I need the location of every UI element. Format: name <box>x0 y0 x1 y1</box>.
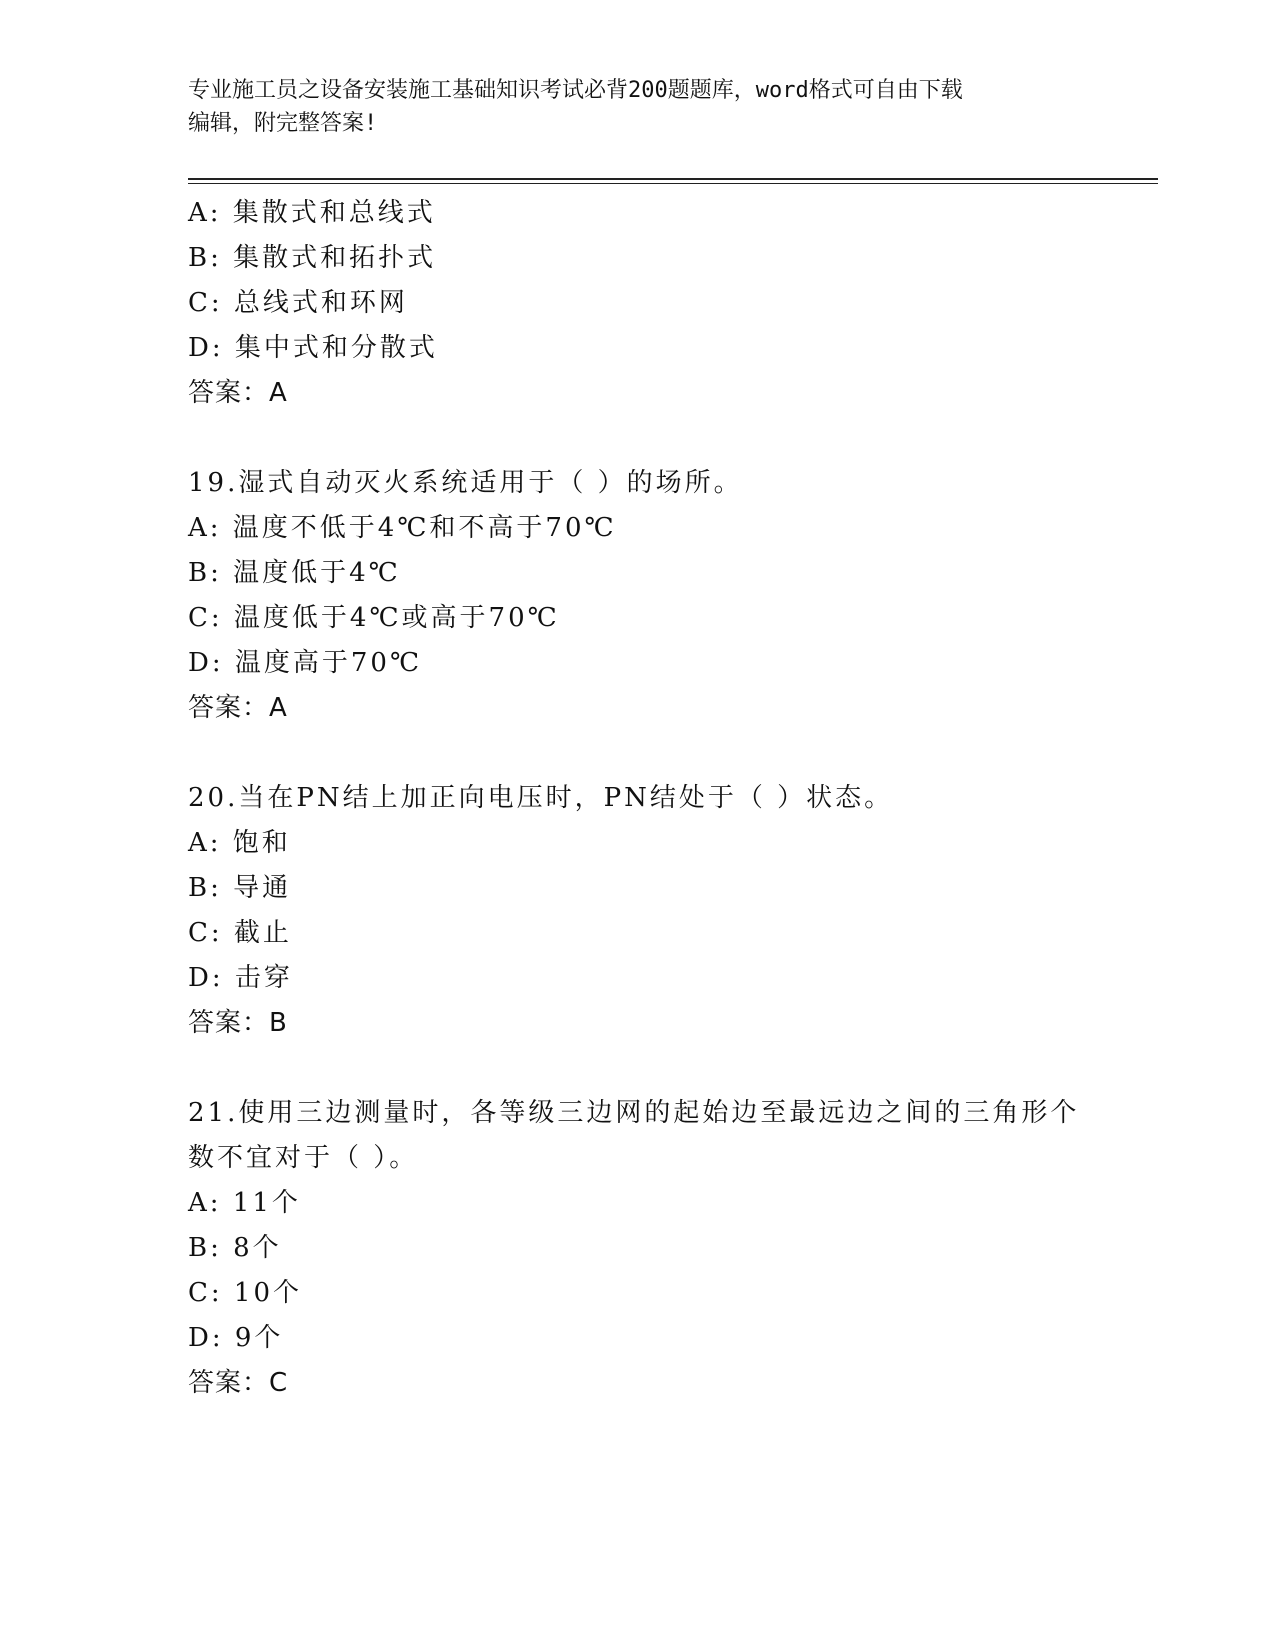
q21-option-a: A: 11个 <box>188 1188 301 1218</box>
header-line-2: 编辑，附完整答案! <box>188 111 378 136</box>
q20-option-c: C: 截止 <box>188 918 292 948</box>
q21-option-c: C: 10个 <box>188 1278 303 1308</box>
q21-stem-line-2: 数不宜对于（ ）。 <box>188 1143 419 1173</box>
q18-option-b: B: 集散式和拓扑式 <box>188 243 437 273</box>
header-line-1: 专业施工员之设备安装施工基础知识考试必背200题题库，word格式可自由下载 <box>188 78 963 103</box>
header-rule-thin <box>188 183 1158 184</box>
q19-stem: 19.湿式自动灭火系统适用于（ ）的场所。 <box>188 468 743 498</box>
q19-answer: 答案：A <box>188 693 288 723</box>
q21-answer: 答案：C <box>188 1368 289 1398</box>
q18-option-a: A: 集散式和总线式 <box>188 198 436 228</box>
q21-stem-line-1: 21.使用三边测量时，各等级三边网的起始边至最远边之间的三角形个 <box>188 1098 1080 1128</box>
q19-option-d: D: 温度高于70℃ <box>188 648 423 678</box>
q20-option-b: B: 导通 <box>188 873 292 903</box>
q21-option-d: D: 9个 <box>188 1323 284 1353</box>
document-header <box>188 74 1088 140</box>
q19-option-b: B: 温度低于4℃ <box>188 558 401 588</box>
q20-option-d: D: 击穿 <box>188 963 293 993</box>
q19-option-a: A: 温度不低于4℃和不高于70℃ <box>188 513 617 543</box>
q18-option-d: D: 集中式和分散式 <box>188 333 438 363</box>
q18-answer: 答案：A <box>188 378 288 408</box>
header-rule-thick <box>188 178 1158 180</box>
q18-option-c: C: 总线式和环网 <box>188 288 408 318</box>
q20-answer: 答案：B <box>188 1008 288 1038</box>
q21-option-b: B: 8个 <box>188 1233 282 1263</box>
q19-option-c: C: 温度低于4℃或高于70℃ <box>188 603 560 633</box>
q20-stem: 20.当在PN结上加正向电压时，PN结处于（ ）状态。 <box>188 783 894 813</box>
q20-option-a: A: 饱和 <box>188 828 291 858</box>
